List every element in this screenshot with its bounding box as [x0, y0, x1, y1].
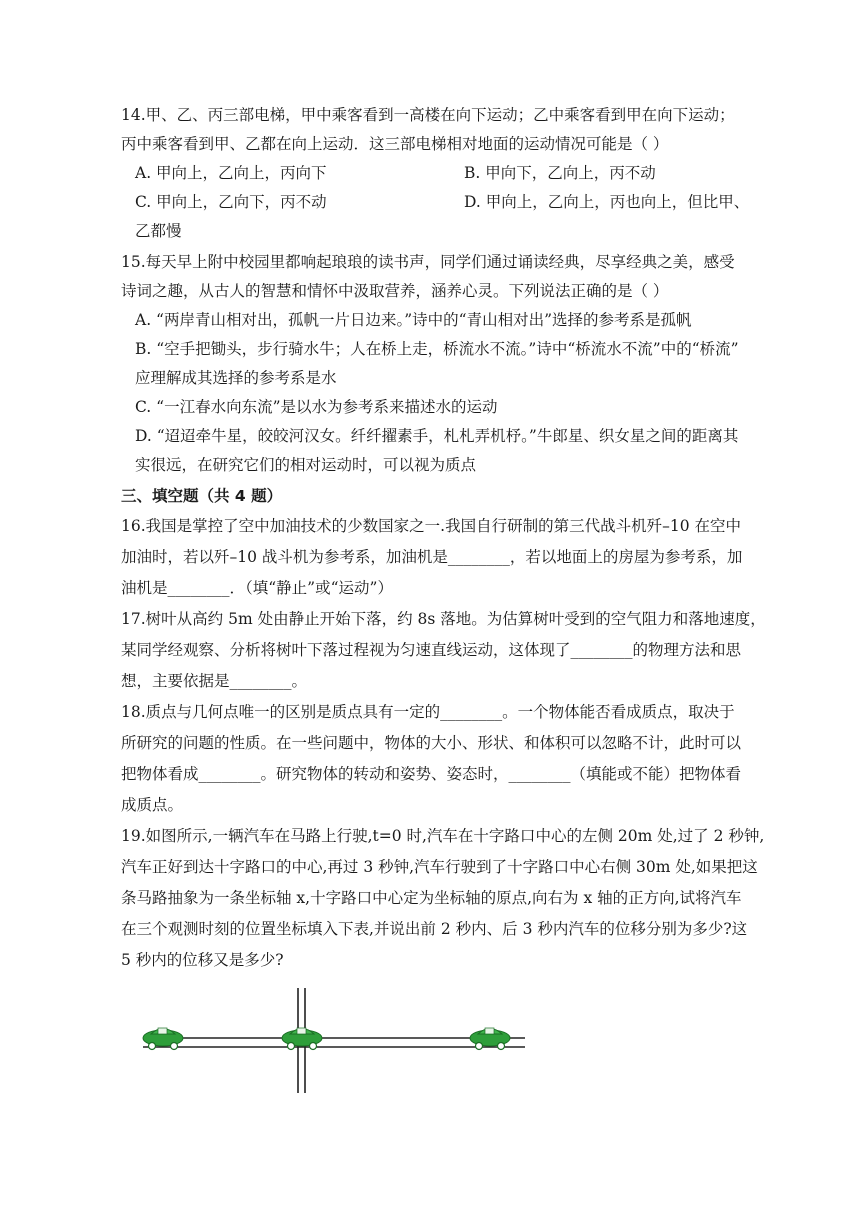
q18-line-3: 把物体看成________。研究物体的转动和姿势、姿态时，________（填能或不能）把物体看	[121, 765, 742, 783]
q15-option-d-cont: 实很远，在研究它们的相对运动时，可以视为质点	[135, 456, 477, 474]
q15-stem-line-2: 诗词之趣，从古人的智慧和情怀中汲取营养，涵养心灵。下列说法正确的是（ ）	[121, 282, 669, 300]
q18-line-4: 成质点。	[121, 796, 184, 814]
q15-option-d: D. “迢迢牵牛星，皎皎河汉女。纤纤擢素手，札札弄机杼。”牛郎星、织女星之间的距离其	[135, 427, 739, 445]
car-right	[470, 1028, 510, 1050]
q19-line-1: 19.如图所示,一辆汽车在马路上行驶,t=0 时,汽车在十字路口中心的左侧 20m 处,过了 2 秒钟,	[121, 827, 765, 845]
q16-line-1: 16.我国是掌控了空中加油技术的少数国家之一.我国自行研制的第三代战斗机歼–10 在空中	[121, 517, 741, 535]
q14-option-d-cont: 乙都慢	[135, 222, 182, 240]
q15-option-b: B. “空手把锄头，步行骑水牛；人在桥上走，桥流水不流。”诗中“桥流水不流”中的“桥流”	[135, 340, 739, 358]
q16-line-3: 油机是________．（填“静止”或“运动”）	[121, 579, 393, 597]
q19-line-3: 条马路抽象为一条坐标轴 x,十字路口中心定为坐标轴的原点,向右为 x 轴的正方向,试将汽车	[121, 889, 742, 907]
road	[143, 988, 525, 1093]
q14-stem-line-2: 丙中乘客看到甲、乙都在向上运动．这三部电梯相对地面的运动情况可能是（ ）	[121, 135, 669, 153]
q17-line-2: 某同学经观察、分析将树叶下落过程视为匀速直线运动，这体现了________的物理方法和思	[121, 641, 742, 659]
q15-option-b-cont: 应理解成其选择的参考系是水	[135, 369, 337, 387]
q16-line-2: 加油时，若以歼–10 战斗机为参考系，加油机是________，若以地面上的房屋为参考系，加	[121, 548, 743, 566]
q14-option-c: C. 甲向上，乙向下，丙不动	[135, 193, 327, 211]
q14-option-d: D. 甲向上，乙向上，丙也向上，但比甲、	[464, 193, 750, 211]
car-left	[143, 1028, 183, 1050]
q14-option-a: A. 甲向上，乙向上，丙向下	[135, 164, 327, 182]
car-middle	[282, 1028, 322, 1050]
q19-line-4: 在三个观测时刻的位置坐标填入下表,并说出前 2 秒内、后 3 秒内汽车的位移分别为多少?这	[121, 920, 748, 938]
crossroad-figure	[138, 980, 538, 1100]
q17-line-3: 想，主要依据是________。	[121, 672, 308, 690]
q17-line-1: 17.树叶从高约 5m 处由静止开始下落，约 8s 落地。为估算树叶受到的空气阻力和落地速度，	[121, 610, 766, 628]
q15-option-a: A. “两岸青山相对出，孤帆一片日边来。”诗中的“青山相对出”选择的参考系是孤帆	[135, 311, 692, 329]
q14-option-b: B. 甲向下，乙向上，丙不动	[464, 164, 656, 182]
q18-line-1: 18.质点与几何点唯一的区别是质点具有一定的________。一个物体能否看成质点，取决于	[121, 703, 735, 721]
section-heading: 三、填空题（共 4 题）	[121, 487, 283, 505]
q19-line-5: 5 秒内的位移又是多少?	[121, 951, 284, 969]
q15-stem-line-1: 15.每天早上附中校园里都响起琅琅的读书声，同学们通过诵读经典，尽享经典之美，感受	[121, 253, 735, 271]
q15-option-c: C. “一江春水向东流”是以水为参考系来描述水的运动	[135, 398, 498, 416]
q18-line-2: 所研究的问题的性质。在一些问题中，物体的大小、形状、和体积可以忽略不计，此时可以	[121, 734, 742, 752]
q19-line-2: 汽车正好到达十字路口的中心,再过 3 秒钟,汽车行驶到了十字路口中心右侧 30m 处,如果把这	[121, 858, 758, 876]
q14-stem-line-1: 14.甲、乙、丙三部电梯，甲中乘客看到一高楼在向下运动；乙中乘客看到甲在向下运动；	[121, 106, 735, 124]
